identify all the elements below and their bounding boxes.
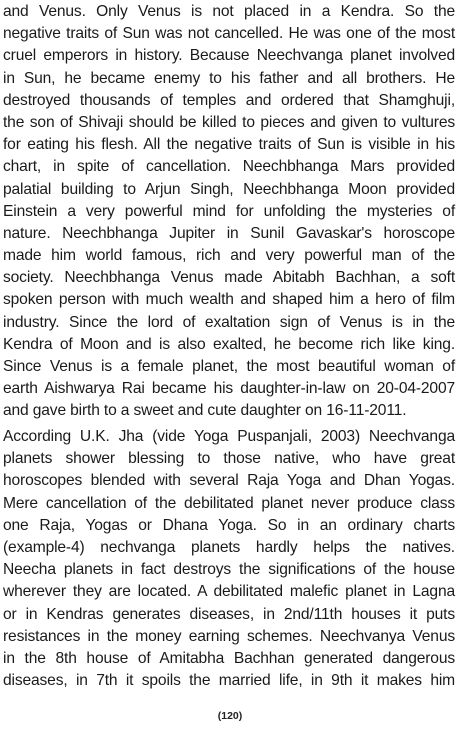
text-line: the son of Shivaji should be killed to pieces and given to vultures: [3, 113, 455, 131]
text-line: destroyed thousands of temples and ordered that Shamghuji,: [3, 91, 455, 109]
text-line: in Sun, he became enemy to his father and all brothers. He: [3, 69, 455, 87]
page-number: (120): [217, 710, 243, 722]
text-line: diseases, in 7th it spoils the married life, in 9th it makes him: [3, 672, 455, 690]
text-line: and Venus. Only Venus is not placed in a Kendra. So the: [3, 3, 455, 20]
text-line: Neecha planets in fact destroys the significations of the house: [3, 561, 455, 579]
text-line: planets shower blessing to those native, who have great: [3, 450, 455, 468]
paragraph-aurangzeb-neechbhanga: [3, 1, 455, 423]
text-line: made him world famous, rich and very powerful man of the: [3, 247, 455, 265]
text-line: society. Neechbhanga Venus made Abitabh Bachhan, a soft: [3, 269, 455, 287]
text-line: (example-4) nechvanga planets hardly helps the natives.: [3, 538, 455, 556]
text-line: earth Aishwarya Rai became his daughter-in-law on 20-04-2007: [3, 380, 455, 398]
text-line: nature. Neechbhanga Jupiter in Sunil Gavaskar's horoscope: [3, 224, 455, 242]
paragraph-uk-jha-opinion: [3, 426, 455, 692]
text-line: and gave birth to a sweet and cute daughter on 16-11-2011.: [3, 402, 407, 420]
text-line: industry. Since the lord of exaltation sign of Venus is in the: [3, 313, 455, 331]
text-line: wherever they are located. A debilitated malefic planet in Lagna: [3, 583, 455, 601]
text-line: Since Venus is a female planet, the most beautiful woman of: [3, 358, 455, 375]
text-line: or in Kendras generates diseases, in 2nd/11th houses it puts: [3, 605, 455, 623]
text-line: chart, in spite of cancellation. Neechbhanga Mars provided: [3, 158, 455, 176]
text-line: palatial building to Arjun Singh, Neechbhanga Moon provided: [3, 180, 455, 198]
text-line: spoken person with much wealth and shaped him a hero of film: [3, 291, 455, 309]
text-line: in the 8th house of Amitabha Bachhan generated dangerous: [3, 649, 455, 667]
text-line: resistances in the money earning schemes. Neechvanya Venus: [3, 627, 455, 645]
text-line: cruel emperors in history. Because Neechvanga planet involved: [3, 47, 455, 65]
text-line: According U.K. Jha (vide Yoga Puspanjali, 2003) Neechvanga: [3, 428, 455, 445]
text-line: Kendra of Moon and is also exalted, he become rich like king.: [3, 335, 455, 353]
text-line: Mere cancellation of the debilitated planet never produce class: [3, 494, 455, 512]
text-line: horoscopes blended with several Raja Yoga and Dhan Yogas.: [3, 472, 455, 490]
text-line: Einstein a very powerful mind for unfolding the mysteries of: [3, 202, 455, 220]
text-line: for eating his flesh. All the negative traits of Sun is visible in his: [3, 136, 455, 154]
text-line: negative traits of Sun was not cancelled. He was one of the most: [3, 25, 455, 43]
text-line: one Raja, Yogas or Dhana Yoga. So in an ordinary charts: [3, 516, 455, 534]
